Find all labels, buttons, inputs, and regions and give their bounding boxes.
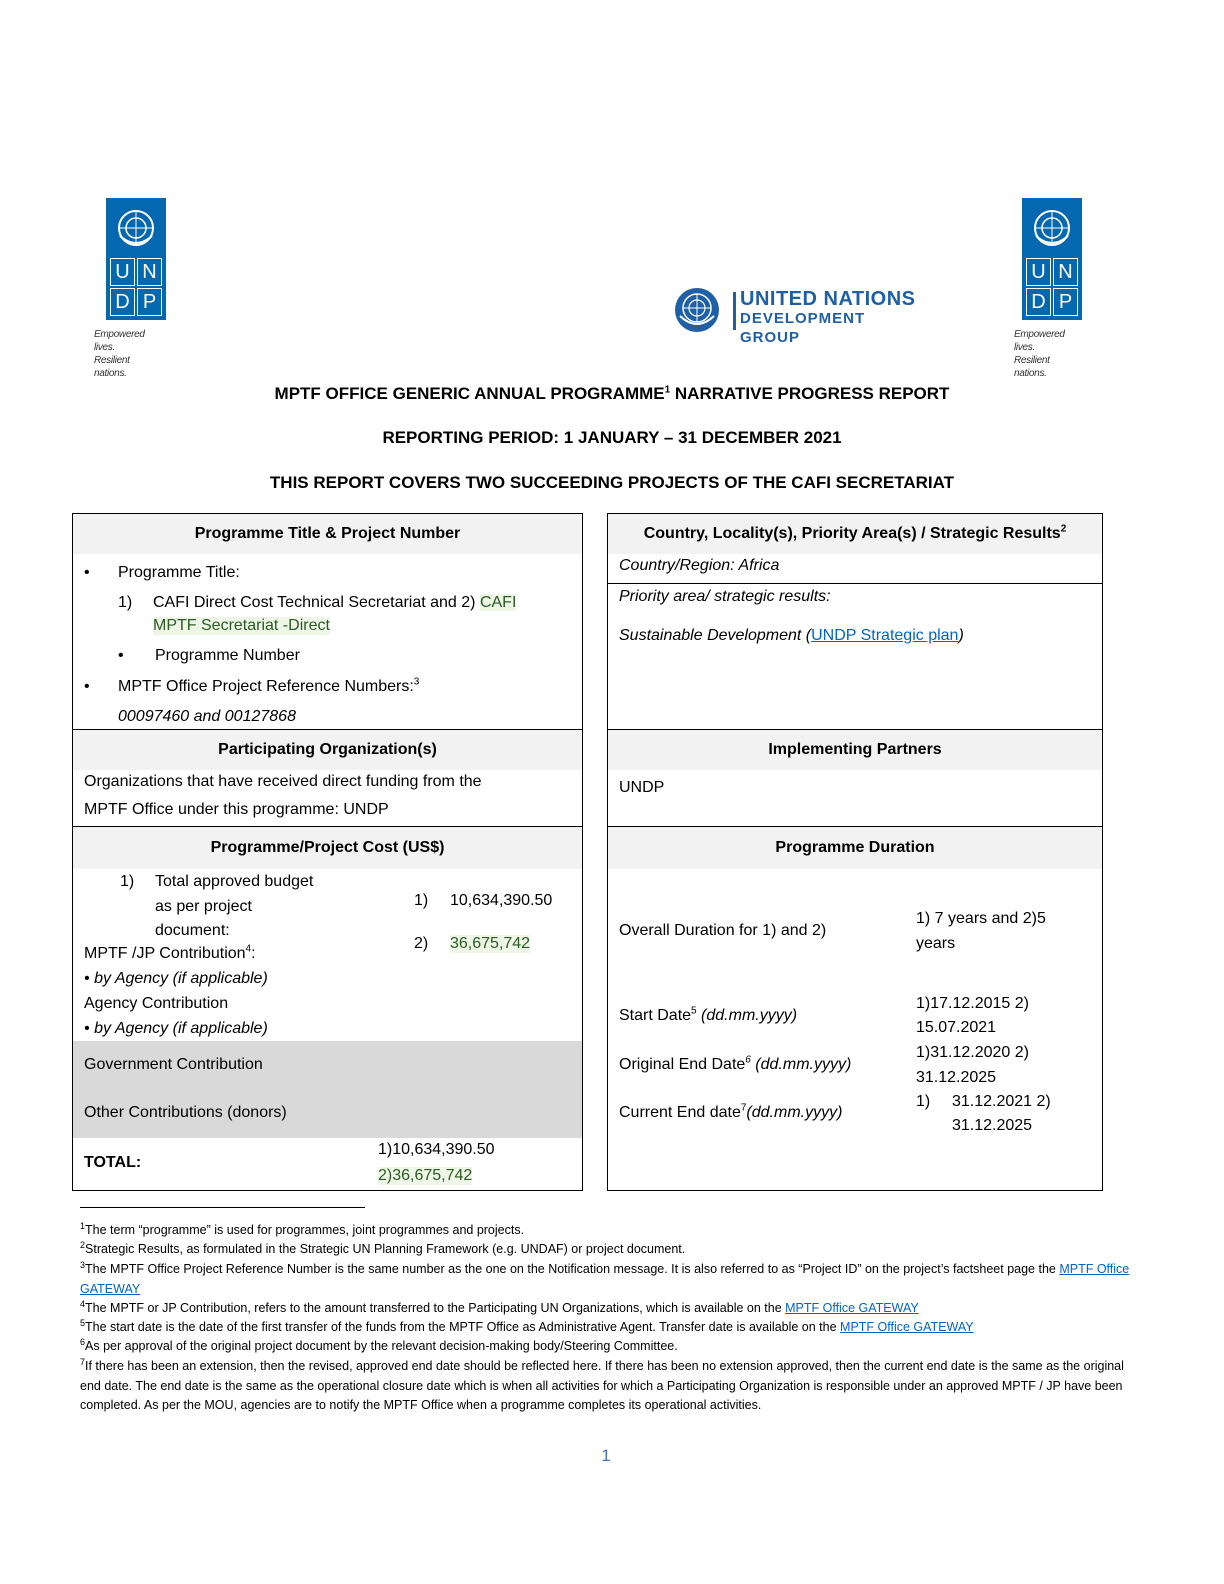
overall-duration-value-2: years xyxy=(916,935,956,952)
gateway-link[interactable]: MPTF Office GATEWAY xyxy=(785,1301,919,1315)
un-emblem-icon xyxy=(114,206,158,250)
current-end-date-value-2: 31.12.2025 xyxy=(952,1117,1033,1134)
undp-letter: U xyxy=(110,258,135,286)
page-number: 1 xyxy=(601,1446,611,1465)
undp-letter: U xyxy=(1026,258,1051,286)
cost-item-line-3: document: xyxy=(155,922,230,939)
footnote-1: $^1$The term “programme” is used for programmes, joint programmes and projects. xyxy=(80,1220,525,1237)
by-agency-2: • by Agency (if applicable) xyxy=(84,1020,268,1037)
reporting-period: REPORTING PERIOD: 1 JANUARY – 31 DECEMBER 2021 xyxy=(382,428,842,447)
undp-letter: N xyxy=(137,258,162,286)
gateway-link[interactable]: MPTF Office GATEWAY xyxy=(840,1320,974,1334)
un-globe-icon xyxy=(670,286,724,334)
approved-budget-2: 36,675,742 xyxy=(450,935,531,952)
participating-text-1: Organizations that have received direct funding from the xyxy=(84,773,482,790)
programme-title-text-2: MPTF Secretariat -Direct xyxy=(153,617,330,634)
bullet: • xyxy=(84,564,90,581)
cost-item-line-2: as per project xyxy=(155,898,252,915)
value-number-1: 1) xyxy=(414,892,429,909)
current-end-date-number: 1) xyxy=(916,1093,931,1110)
un-emblem-icon xyxy=(1030,206,1074,250)
footnote-4: $^4$The MPTF or JP Contribution, refers to the amount transferred to the Participating UN Organizations, which is available on the MPTF Office GATEWAY xyxy=(80,1298,919,1315)
undp-tagline-2: Resilient nations. xyxy=(1014,355,1050,379)
participating-header: Participating Organization(s) xyxy=(73,730,582,770)
reference-numbers: 00097460 and 00127868 xyxy=(118,708,296,725)
reference-numbers-label: MPTF Office Project Reference Numbers:$^3$ xyxy=(118,676,420,695)
undp-letter: D xyxy=(1026,288,1051,316)
current-end-date-label: Current End date$^7$(dd.mm.yyyy) xyxy=(619,1102,843,1121)
by-agency-1: • by Agency (if applicable) xyxy=(84,970,268,987)
undp-strategic-plan-link[interactable]: UNDP Strategic plan xyxy=(811,627,959,644)
implementing-partner: UNDP xyxy=(619,779,665,796)
undp-logo-left xyxy=(80,198,160,380)
priority-area-label: Priority area/ strategic results: xyxy=(619,588,831,605)
undg-line1: UNITED NATIONS xyxy=(740,288,916,310)
undp-letter: P xyxy=(137,288,162,316)
start-date-label: Start Date$^5$ (dd.mm.yyyy) xyxy=(619,1005,798,1024)
footnote-2: $^2$Strategic Results, as formulated in the Strategic UN Planning Framework (e.g. UNDAF) or project document. xyxy=(80,1239,686,1256)
total-value-2: 2)36,675,742 xyxy=(378,1167,473,1184)
current-end-date-value-1: 31.12.2021 2) xyxy=(952,1093,1051,1110)
overall-duration-value-1: 1) 7 years and 2)5 xyxy=(916,910,1046,927)
overall-duration-label: Overall Duration for 1) and 2) xyxy=(619,922,827,939)
gateway-link[interactable]: MPTF Office GATEWAY xyxy=(80,1262,1130,1296)
participating-text-2: MPTF Office under this programme: UNDP xyxy=(84,801,389,818)
undp-letter: D xyxy=(110,288,135,316)
footnote-3: $^3$The MPTF Office Project Reference Number is the same number as the one on the Notification message. It is also referred to as “Project ID” on the project’s factsheet page the MPTF Office GATEWAY xyxy=(80,1259,1130,1296)
footnote-6: $^6$As per approval of the original project document by the relevant decision-making body/Steering Committee. xyxy=(80,1336,678,1353)
item-number: 1) xyxy=(118,594,133,611)
undp-logo-right xyxy=(996,198,1076,380)
original-end-date-value-2: 31.12.2025 xyxy=(916,1069,997,1086)
report-title: MPTF OFFICE GENERIC ANNUAL PROGRAMME$^1$ NARRATIVE PROGRESS REPORT xyxy=(274,384,950,403)
cost-item-line-1: Total approved budget xyxy=(155,873,314,890)
total-value-1: 1)10,634,390.50 xyxy=(378,1141,495,1158)
undg-divider xyxy=(733,292,736,330)
government-contribution-label: Government Contribution xyxy=(84,1056,263,1073)
sustainable-development: Sustainable Development (UNDP Strategic plan) xyxy=(619,627,964,644)
agency-contribution-label: Agency Contribution xyxy=(84,995,229,1012)
report-coverage: THIS REPORT COVERS TWO SUCCEEDING PROJECTS OF THE CAFI SECRETARIAT xyxy=(269,473,955,492)
undp-tagline-1: Empowered lives. xyxy=(94,329,145,353)
original-end-date-value-1: 1)31.12.2020 2) xyxy=(916,1044,1029,1061)
implementing-header: Implementing Partners xyxy=(608,730,1102,770)
undp-letter: N xyxy=(1053,258,1078,286)
cost-header: Programme/Project Cost (US$) xyxy=(73,827,582,869)
cost-item-number: 1) xyxy=(120,873,135,890)
total-label: TOTAL: xyxy=(84,1154,142,1171)
bullet: • xyxy=(118,647,124,664)
other-contributions-label: Other Contributions (donors) xyxy=(84,1104,287,1121)
programme-title-label: Programme Title: xyxy=(118,564,240,581)
footnote-5: $^5$The start date is the date of the first transfer of the funds from the MPTF Office as Administrative Agent. Transfer date is available on the MPTF Office GATEWAY xyxy=(80,1317,974,1334)
undp-letter: P xyxy=(1053,288,1078,316)
bullet: • xyxy=(84,678,90,695)
approved-budget-1: 10,634,390.50 xyxy=(450,892,553,909)
programme-title-header: Programme Title & Project Number xyxy=(73,514,582,554)
programme-title-text: CAFI Direct Cost Technical Secretariat and 2) CAFI xyxy=(153,594,517,611)
duration-header: Programme Duration xyxy=(608,827,1102,869)
start-date-value-1: 1)17.12.2015 2) xyxy=(916,995,1029,1012)
start-date-value-2: 15.07.2021 xyxy=(916,1019,997,1036)
footnote-separator xyxy=(80,1207,365,1208)
undg-logo xyxy=(670,286,930,346)
undg-line2: DEVELOPMENT GROUP xyxy=(740,310,866,346)
value-number-2: 2) xyxy=(414,935,429,952)
divider xyxy=(607,583,1103,584)
mptf-contribution-label: MPTF /JP Contribution$^4$: xyxy=(84,943,256,962)
footnote-7: $^7$If there has been an extension, then the revised, approved end date should be reflected here. If there has been no extension approved, then the current end date is the same as the original end date. The end date is the same as the operational closure date which is when all activities for which a Participating Organization is responsible under an approved MPTF / JP have been completed. As per the MOU, agencies are to notify the MPTF Office when a programme completes its operational activities. xyxy=(80,1356,1124,1412)
programme-number-label: Programme Number xyxy=(155,647,300,664)
undp-tagline-2: Resilient nations. xyxy=(94,355,130,379)
country-header: Country, Locality(s), Priority Area(s) / Strategic Results$^2$ xyxy=(608,514,1102,554)
original-end-date-label: Original End Date$^6$ (dd.mm.yyyy) xyxy=(619,1054,852,1073)
country-region: Country/Region: Africa xyxy=(619,557,780,574)
undp-tagline-1: Empowered lives. xyxy=(1014,329,1065,353)
